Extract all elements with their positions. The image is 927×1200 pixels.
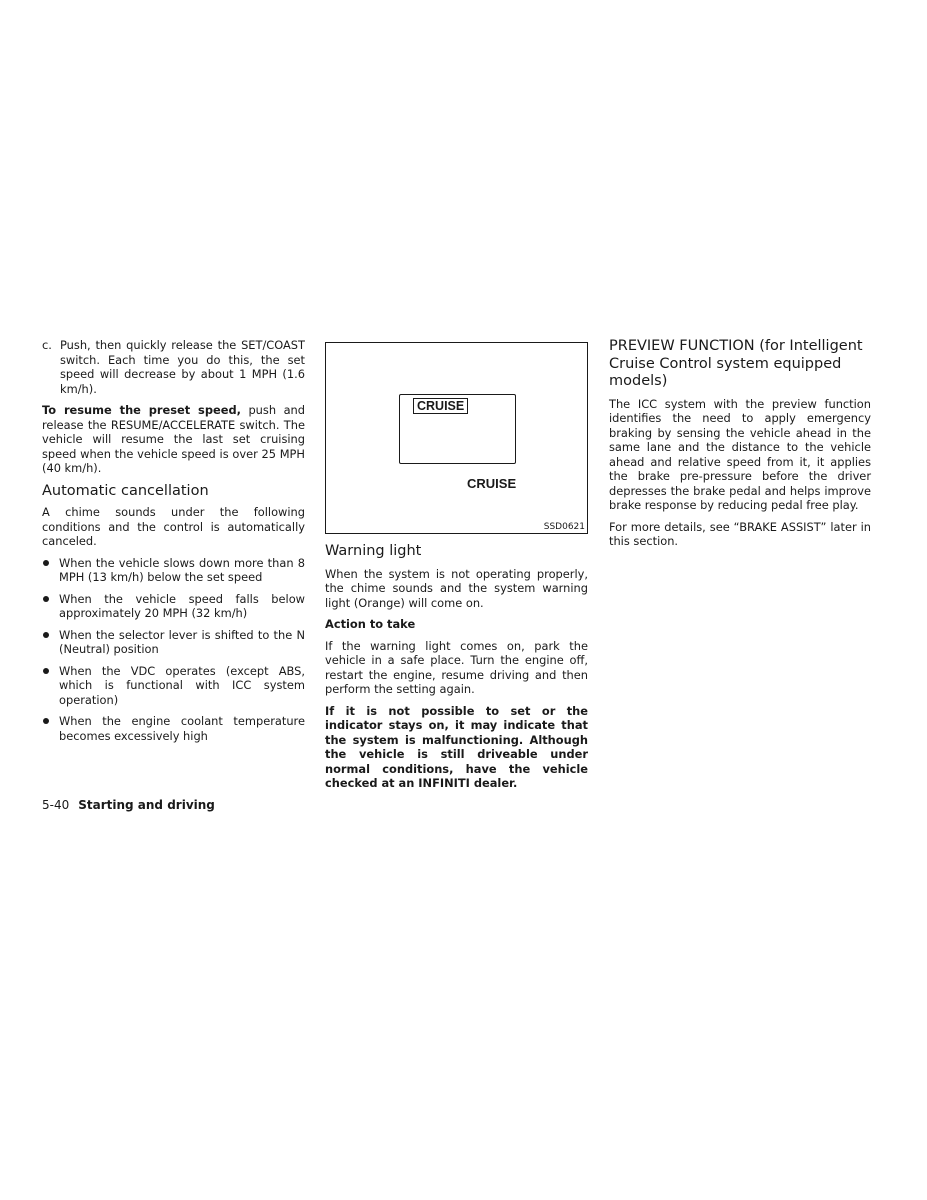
- cruise-callout-label: CRUISE: [467, 476, 517, 491]
- bullet-icon: [42, 664, 59, 708]
- list-item-text: When the vehicle slows down more than 8 MPH (13 km/h) below the set speed: [59, 555, 305, 584]
- list-item-text: When the engine coolant temperature becomes excessively high: [59, 714, 305, 743]
- column-1: [42, 338, 305, 750]
- cruise-indicator: CRUISE: [413, 398, 468, 414]
- bullet-icon: [42, 556, 59, 585]
- preview-function-heading: PREVIEW FUNCTION (for Intelligent Cruise Control system equipped models): [609, 338, 863, 389]
- list-item-text: When the selector lever is shifted to the N (Neutral) position: [59, 627, 305, 656]
- section-title: Starting and driving: [78, 798, 215, 812]
- column-3: [609, 338, 871, 556]
- resume-paragraph: [42, 403, 305, 476]
- automatic-cancellation-intro: A chime sounds under the following conditions and the control is automatically canceled.: [42, 505, 305, 548]
- cancellation-conditions-list: [42, 556, 305, 744]
- bullet-icon: [42, 714, 59, 743]
- automatic-cancellation-heading: Automatic cancellation: [42, 482, 209, 499]
- list-item: [42, 628, 305, 657]
- warning-light-text: When the system is not operating properly, the chime sounds and the system warning light (Orange) will come on.: [325, 566, 588, 610]
- list-item: [42, 556, 305, 585]
- warning-light-heading: Warning light: [325, 543, 422, 559]
- list-item-text: When the vehicle speed falls below approximately 20 MPH (32 km/h): [59, 591, 305, 620]
- preview-function-more: For more details, see “BRAKE ASSIST” later in this section.: [609, 519, 871, 548]
- resume-bold-lead: To resume the preset speed,: [42, 403, 241, 417]
- preview-function-text: The ICC system with the preview function identifies the need to apply emergency braking by sensing the vehicle ahead in the same lane and the distance to the vehicle ahead and relative speed from it, it applies the brake pre-pressure before the driver depresses the brake pedal and helps improve brake response by reducing pedal free play.: [609, 396, 871, 512]
- step-text: Push, then quickly release the SET/COAST switch. Each time you do this, the set speed will decrease by about 1 MPH (1.6 km/h).: [60, 338, 305, 396]
- list-item: [42, 664, 305, 708]
- cruise-display-figure: [325, 342, 588, 534]
- list-item: [42, 592, 305, 621]
- malfunction-warning-note: If it is not possible to set or the indicator stays on, it may indicate that the system is malfunctioning. Although the vehicle is still driveable under normal conditions, have the vehicle checked at an INFINITI dealer.: [325, 703, 588, 790]
- action-to-take-heading: Action to take: [325, 617, 416, 631]
- page-number: 5-40: [42, 798, 70, 812]
- column-2: [325, 338, 588, 798]
- page-footer: [42, 798, 215, 812]
- bullet-icon: [42, 592, 59, 621]
- step-marker: c.: [42, 338, 52, 352]
- step-c: [42, 338, 305, 396]
- list-item: [42, 714, 305, 743]
- resume-text: push and release the RESUME/ACCELERATE switch. The vehicle will resume the last set cruising speed when the vehicle speed is over 25 MPH (40 km/h).: [42, 403, 305, 475]
- meter-display-panel: [399, 394, 516, 464]
- figure-code: SSD0621: [543, 522, 585, 532]
- list-item-text: When the VDC operates (except ABS, which is functional with ICC system operation): [59, 663, 305, 707]
- bullet-icon: [42, 628, 59, 657]
- action-to-take-text: If the warning light comes on, park the vehicle in a safe place. Turn the engine off, restart the engine, resume driving and then perform the setting again.: [325, 638, 588, 696]
